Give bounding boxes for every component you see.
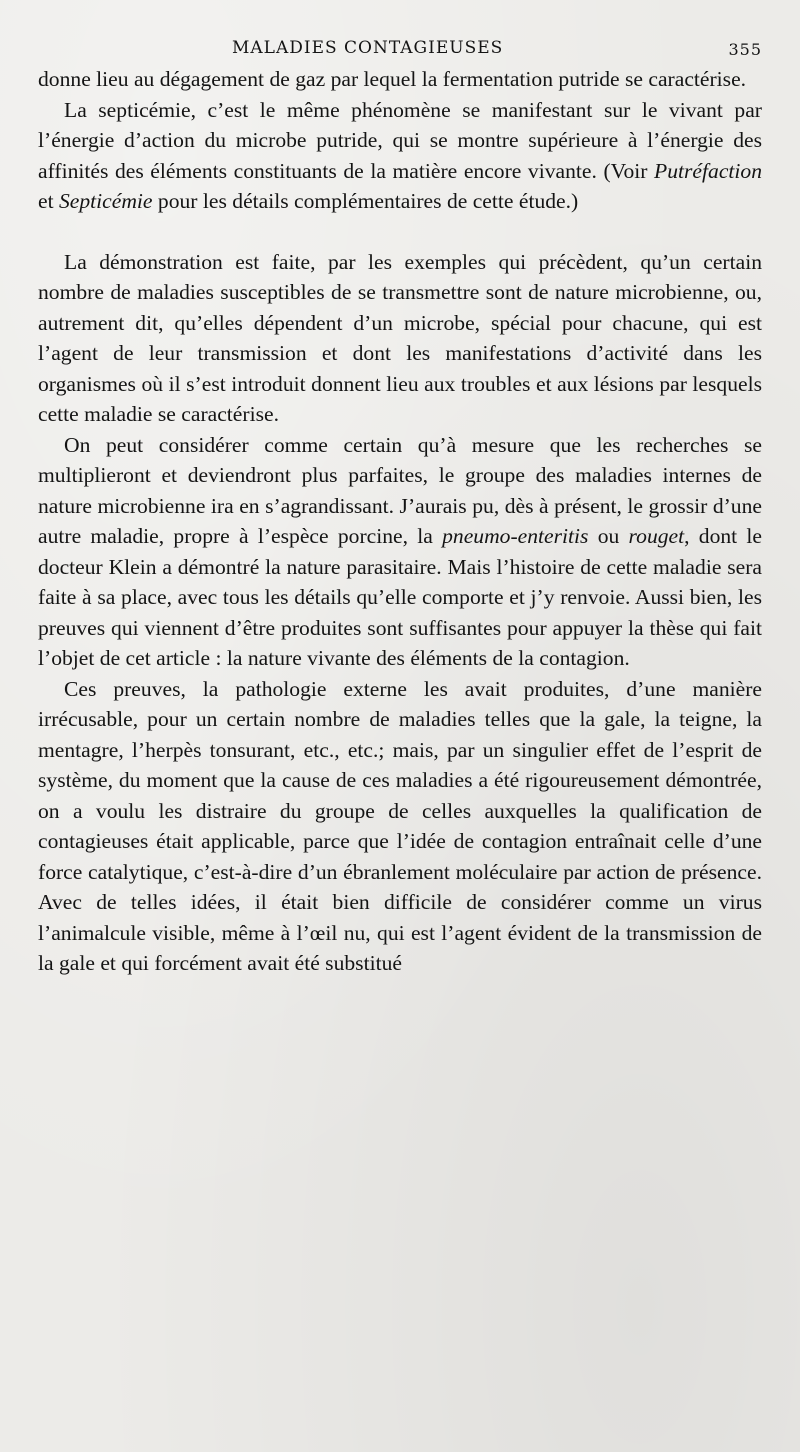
text-run: , dont le docteur Klein a démontré la nature parasitaire. Mais l’histoire de cette maladie sera faite à sa place, avec tous les détails qu’elle comporte et j’y renvoie. Aussi bien, les preuves qui viennent d’être produites sont suffisantes pour appuyer la thèse qui fait l’objet de cet article : la nature vivante des éléments de la contagion. — [38, 524, 763, 670]
text-run: La septicémie, c’est le même phénomène se manifestant sur le vivant par l’énergie d’action du microbe putride, qui se montre supérieure à l’énergie des affinités des éléments constituants de la matière encore vivante. (Voir — [38, 97, 762, 183]
paragraph-demonstration: La démonstration est faite, par les exemples qui précèdent, qu’un certain nombre de maladies susceptibles de se transmettre sont de nature microbienne, ou, autrement dit, qu’elles dépendent d’un microbe, spécial pour chacune, qui est l’agent de leur transmission et dont les manifestations d’activité dans les organismes où il s’est introduit donnent lieu aux troubles et aux lésions par lesquels cette maladie se caractérise. — [38, 249, 762, 426]
text-run: et — [38, 189, 59, 213]
page-number: 355 — [728, 40, 762, 59]
paragraph-preuves: Ces preuves, la pathologie externe les avait produites, d’une manière irrécusable, pour un certain nombre de maladies telles que la gale, la teigne, la mentagre, l’herpès tonsurant, etc., etc.; mais, par un singulier effet de l’esprit de système, du moment que la cause de ces maladies a été rigoureusement démontrée, on a voulu les distraire du groupe de celles auxquelles la qualification de contagieuses était applicable, parce que l’idée de contagion entraînait celle d’une force catalytique, c’est-à-dire d’un ébranlement moléculaire par action de présence. Avec de telles idées, il était bien difficile de considérer comme un virus l’animalcule visible, même à l’œil nu, qui est l’agent évident de la transmission de la gale et qui forcément avait été substitué — [38, 676, 762, 975]
text-run: On peut considérer comme certain qu’à mesure que les recherches se multiplieront et deviendront plus parfaites, le groupe des maladies internes de nature microbienne ira en s’agrandissant. J’aurais pu, dès à présent, le grossir d’une autre maladie, propre à l’espèce porcine, la — [38, 432, 762, 548]
paragraph-septicemie — [38, 95, 762, 217]
italic-term-pneumo-enteritis: pneumo-enteritis — [442, 524, 589, 548]
running-title: MALADIES CONTAGIEUSES — [232, 38, 504, 58]
italic-term-putrefaction: Putréfaction — [654, 158, 762, 183]
running-head — [38, 30, 762, 64]
paragraph-continuation: donne lieu au dégagement de gaz par lequel la fermentation putride se caractérise. — [38, 67, 747, 91]
text-run: pour les détails complémentaires de cette étude.) — [152, 189, 579, 213]
body-text — [38, 64, 762, 979]
italic-term-septicemie: Septicémie — [58, 189, 153, 213]
paragraph-recherches — [38, 430, 762, 674]
text-run: ou — [588, 524, 629, 548]
italic-term-rouget: rouget — [628, 524, 685, 548]
book-page — [38, 30, 762, 979]
